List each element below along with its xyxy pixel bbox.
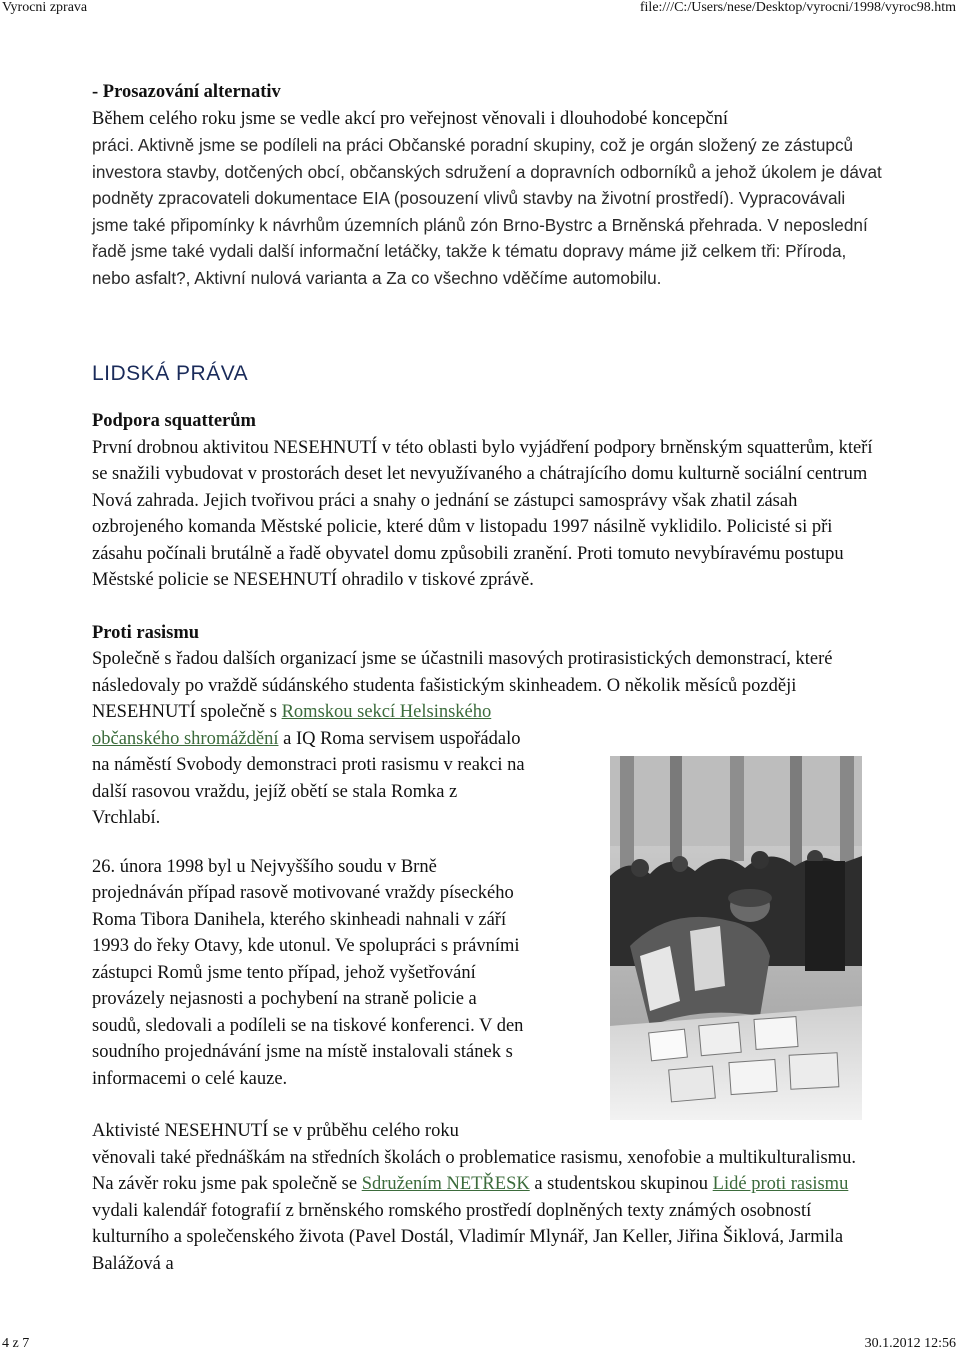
document-body [92, 79, 882, 317]
print-header-url: file:///C:/Users/nese/Desktop/vyrocni/1998/vyroc98.htm [639, 0, 956, 15]
p2-line: 1993 do řeky Otavy, kde utonul. Ve spolupráci s právními [92, 936, 520, 956]
squatters-body: První drobnou aktivitou NESEHNUTÍ v této oblasti bylo vyjádření podpory brněnským squatterům, kteří se snažili vybudovat v prostorách deset let nevyužívaného a chátrajícího domu kulturně sociální centrum Nová zahrada. Jejich tvořivou práci a snahy o jednání se zástupci samosprávy však zhatil zásah ozbrojeného komanda Městské policie, které dům v listopadu 1997 násilně vyklidilo. Policisté si při zásahu počínali brutálně a řadě obyvatel domu způsobili zranění. Proti tomuto nevybíravému postupu Městské policie se NESEHNUTÍ ohradilo v tiskové zprávě. [92, 437, 873, 590]
squatters-section [92, 408, 882, 594]
p2-line: provázely nejasnosti a pochybení na straně policie a [92, 989, 477, 1009]
print-header [0, 0, 960, 18]
romska-sekce-link[interactable]: Romskou sekcí Helsinského občanského shromáždění [92, 702, 492, 749]
lide-proti-rasismu-link[interactable]: Lidé proti rasismu [712, 1174, 849, 1194]
alternatives-body: práci. Aktivně jsme se podíleli na práci Občanské poradní skupiny, což je orgán složený ze zástupců investora stavby, dotčených obcí, občanských sdružení a dopravních odborníků a jehož úkolem je dávat podněty zpracovateli dokumentace EIA (posouzení vlivů stavby na životní prostředí). Vypracovávali jsme také připomínky k návrhům územních plánů zón Brno-Bystrc a Brněnská přehrada. V neposlední řadě jsme také vydali další informační letáčky, takže k tématu dopravy máme již celkem tři: Příroda, nebo asfalt?, Aktivní nulová varianta a Za co všechno vděčíme automobilu. [92, 135, 882, 288]
squatters-heading: Podpora squatterům [92, 411, 256, 431]
print-header-title: Vyrocni zprava [2, 0, 88, 15]
racism-paragraph-3 [92, 1118, 882, 1277]
p2-line: zástupci Romů jsme tento případ, jehož vyšetřování [92, 962, 476, 983]
print-footer [0, 1336, 960, 1354]
p2-line: soudního projednávání jsme na místě instalovali stánek s [92, 1042, 513, 1062]
page-counter: 4 z 7 [2, 1336, 30, 1351]
demonstration-photo [610, 756, 862, 1120]
racism-heading: Proti rasismu [92, 622, 200, 643]
section-title: LIDSKÁ PRÁVA [92, 362, 249, 385]
p2-line: projednáván případ rasově motivované vraždy píseckého [92, 883, 514, 903]
alternatives-section [92, 79, 882, 291]
p3-body: věnovali také přednáškám na středních školách o problematice rasismu, xenofobie a multikulturalismu. Na závěr roku jsme pak společně se Sdružením NETŘESK a studentskou skupinou Lidé proti rasismu vydali kalendář fotografií z brněnského romského prostředí doplněných texty známých osobností kulturního a společenského života (Pavel Dostál, Vladimír Mlynář, Jan Keller, Jiřina Šiklová, Jarmila Balážová a [92, 1147, 856, 1274]
p3-first-line: Aktivisté NESEHNUTÍ se v průběhu celého roku [92, 1121, 459, 1141]
p2-line: soudů, sledovali a podíleli se na tiskové konferenci. V den [92, 1015, 524, 1036]
p2-line: 26. února 1998 byl u Nejvyššího soudu v Brně [92, 856, 437, 877]
alternatives-heading: - Prosazování alternativ [92, 82, 281, 102]
racism-paragraph-1: Společně s řadou dalších organizací jsme se účastnili masových protirasistických demonstrací, které následovaly po vraždě súdánského studenta fašistickým skinheadem. O několik měsíců později NESEHNUTÍ společně s Romskou sekcí Helsinského občanského shromáždění a IQ Roma servisem uspořádalo na náměstí Svobody demonstraci proti rasismu v reakci na další rasovou vraždu, jejíž obětí se stala Romka z Vrchlabí. [92, 649, 833, 828]
alternatives-first-line: Během celého roku jsme se vedle akcí pro veřejnost věnovali i dlouhodobé koncepční [92, 108, 729, 129]
netresk-link[interactable]: Sdružením NETŘESK [361, 1174, 530, 1194]
p2-line: Roma Tibora Danihela, kterého skinheadi nahnali v září [92, 909, 507, 930]
p2-line: informacemi o celé kauze. [92, 1068, 288, 1089]
print-timestamp: 30.1.2012 12:56 [864, 1336, 956, 1351]
